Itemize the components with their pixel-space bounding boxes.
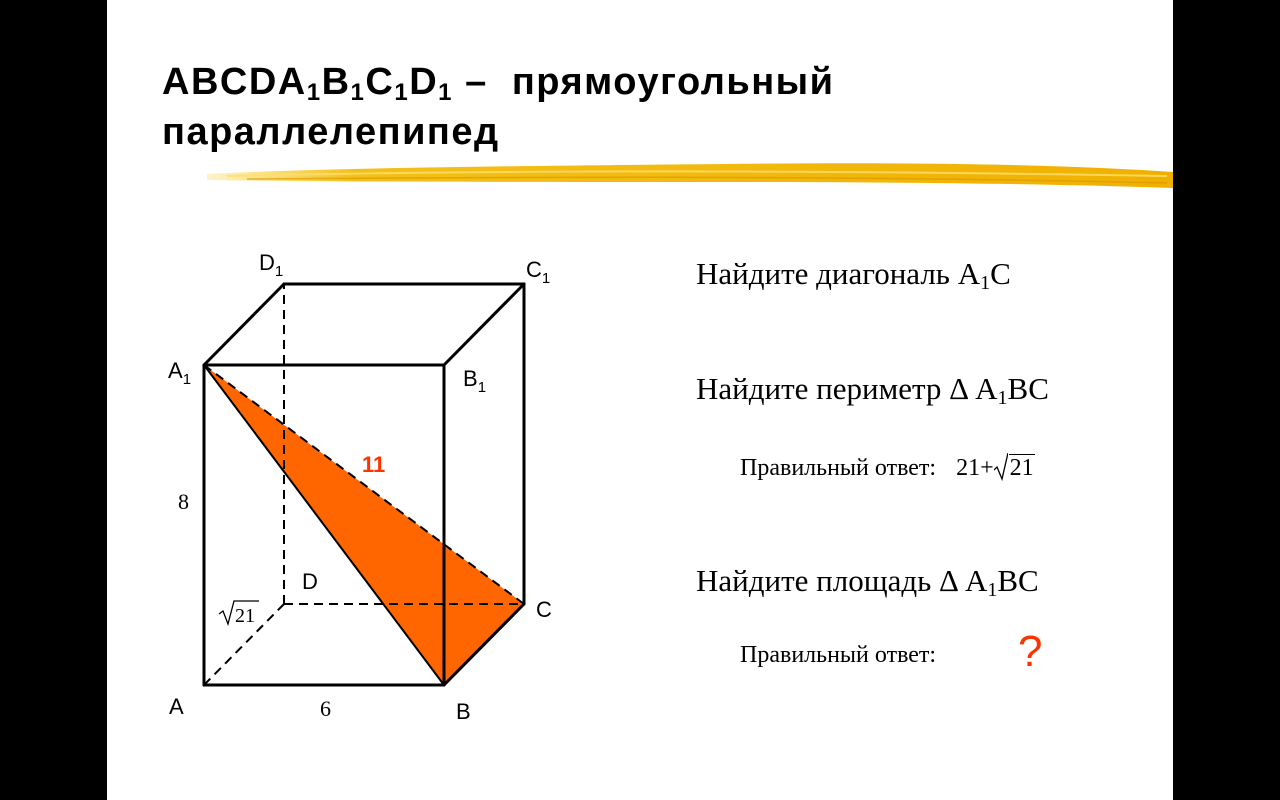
vertex-label-d1: $D_1$ bbox=[259, 250, 284, 280]
vertex-label-a: A bbox=[169, 694, 184, 719]
answer-label: Правильный ответ: bbox=[740, 642, 937, 668]
svg-text:21: 21 bbox=[235, 605, 255, 627]
vertex-label-b: B bbox=[456, 699, 471, 724]
vertex-label-c: C bbox=[536, 597, 552, 622]
label-base-length: 6 bbox=[320, 696, 331, 721]
label-height: 8 bbox=[178, 489, 189, 514]
answer-perimeter bbox=[740, 453, 1035, 481]
vertex-label-a1: $A_1$ bbox=[168, 358, 192, 388]
answer-value: 21+ 21 bbox=[956, 455, 1034, 481]
answer-unknown-mark: ? bbox=[1018, 627, 1043, 676]
answer-area bbox=[740, 643, 936, 667]
answer-label: Правильный ответ: bbox=[740, 455, 937, 481]
question-area: Найдите площадь Δ $A_1BC$ bbox=[696, 563, 1039, 601]
vertex-label-b1: $B_1$ bbox=[463, 366, 487, 396]
slide bbox=[107, 0, 1173, 800]
label-diagonal: 11 bbox=[362, 452, 386, 477]
question-perimeter: Найдите периметр Δ $A_1BC$ bbox=[696, 371, 1049, 409]
vertex-label-d: D bbox=[302, 569, 318, 594]
edge-b1c1 bbox=[444, 284, 524, 365]
vertex-label-c1: $C_1$ bbox=[526, 257, 551, 287]
slide-title-line2: параллелепипед bbox=[162, 111, 500, 153]
slide-title: $ABCDA_1B_1C_1D_1$ – прямоугольный bbox=[162, 61, 835, 106]
edge-d1a1 bbox=[204, 284, 284, 365]
question-diagonal: Найдите диагональ $A_1C$ bbox=[696, 256, 1011, 294]
label-base-width bbox=[219, 601, 259, 627]
